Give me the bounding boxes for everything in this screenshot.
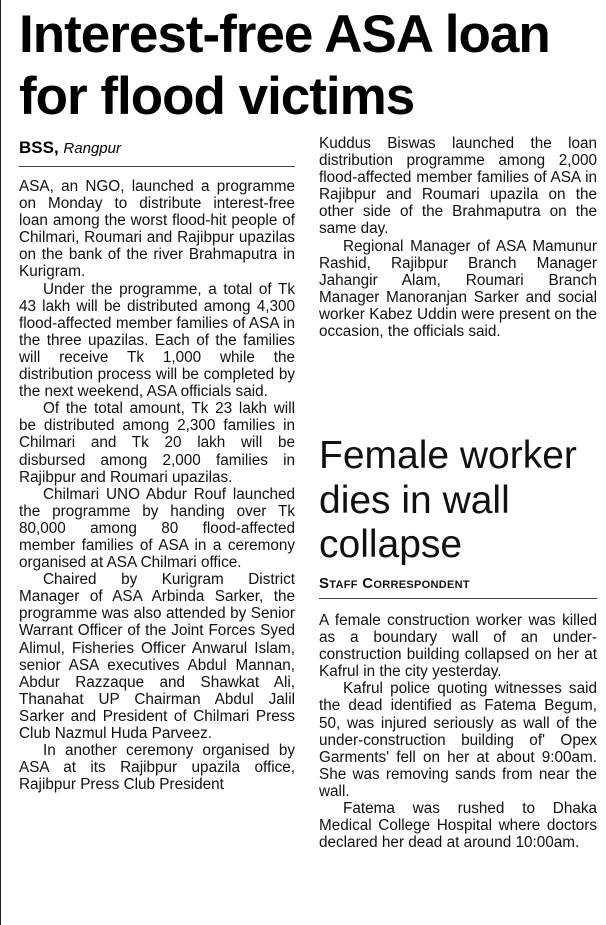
paragraph: In another ceremony organised by ASA at its Rajibpur upazila office, Rajibpur Press Club President (19, 742, 295, 794)
paragraph: Kafrul police quoting witnesses said the dead identified as Fatema Begum, 50, was injured seriously as wall of the under-construction building of' Opex Garments' fell on her at about 9:00am. She was removing sands from near the wall. (319, 680, 597, 800)
paragraph: Fatema was rushed to Dhaka Medical College Hospital where doctors declared her dead at around 10:00am. (319, 800, 597, 852)
article-2-body (319, 612, 597, 851)
article-2-byline-rule (319, 598, 597, 599)
article-1-column-1 (19, 178, 295, 793)
article-1-byline-rule (19, 166, 295, 167)
article-2-headline: Female worker dies in wall collapse (319, 434, 577, 566)
paragraph: Regional Manager of ASA Mamunur Rashid, Rajibpur Branch Manager Jahangir Alam, Roumari Branch Manager Manoranjan Sarker and social worker Kabez Uddin were present on the occasion, the officials said. (319, 237, 597, 341)
paragraph: ASA, an NGO, launched a programme on Monday to distribute interest-free loan among the worst flood-hit people of Chilmari, Roumari and Rajibpur upazilas on the bank of the river Brahmaputra in Kurigram. (19, 178, 295, 281)
byline-place: Rangpur (63, 140, 121, 157)
paragraph: Chilmari UNO Abdur Rouf launched the programme by handing over Tk 80,000 among 80 flood-affected member families of ASA in a ceremony organised at ASA Chilmari office. (19, 485, 295, 572)
paragraph: Of the total amount, Tk 23 lakh will be distributed among 2,300 families in Chilmari and Tk 20 lakh will be disbursed among 2,000 families in Rajibpur and Roumari upazilas. (19, 400, 295, 486)
paragraph: Under the programme, a total of Tk 43 lakh will be distributed among 4,300 flood-affected member families of ASA in the three upazilas. Each of the families will receive Tk 1,000 while the distribution process will be completed by the next weekend, ASA officials said. (19, 280, 295, 401)
article-1-headline: Interest-free ASA loan for flood victims (19, 5, 550, 126)
paragraph: Chaired by Kurigram District Manager of ASA Arbinda Sarker, the programme was also attended by Senior Warrant Officer of the Joint Forces Syed Alimul, Fisheries Officer Anwarul Islam, senior ASA executives Abdul Mannan, Abdur Razzaque and Shawkat Ali, Thanahat UP Chairman Abdul Jalil Sarker and President of Chilmari Press Club Nazmul Huda Parveez. (19, 571, 295, 742)
article-1-byline (19, 138, 121, 158)
article-1-column-2 (319, 135, 597, 340)
article-2-byline: Staff Correspondent (319, 575, 470, 592)
paragraph: Kuddus Biswas launched the loan distribution programme among 2,000 flood-affected member families of ASA in Rajibpur and Roumari upazila on the other side of the Brahmaputra on the same day. (319, 135, 597, 238)
byline-agency: BSS, (19, 138, 59, 157)
paragraph: A female construction worker was killed as a boundary wall of an under-construction building collapsed on her at Kafrul in the city yesterday. (319, 612, 597, 681)
